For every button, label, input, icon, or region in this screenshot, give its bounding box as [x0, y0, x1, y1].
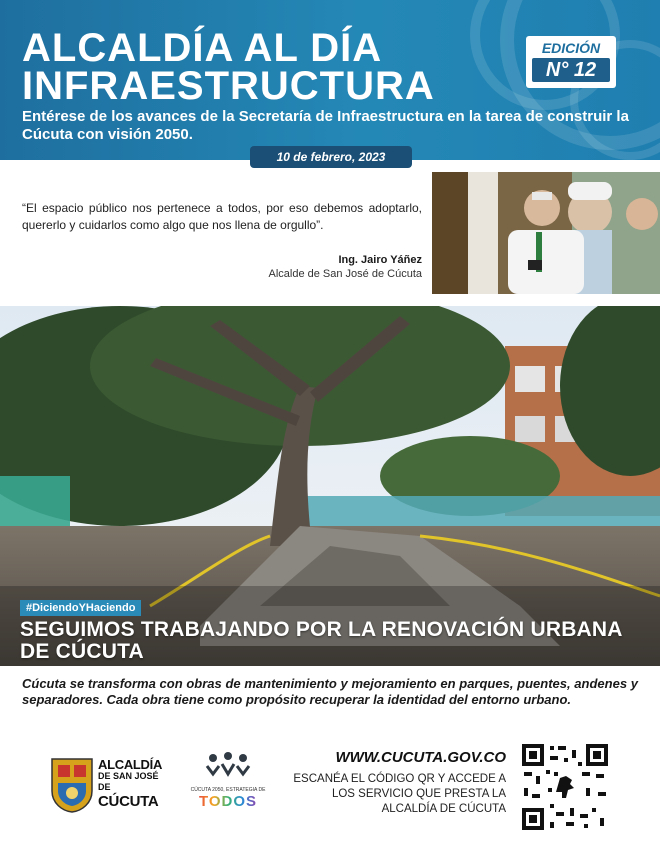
quote-role: Alcalde de San José de Cúcuta — [268, 268, 422, 280]
edition-number: N° 12 — [532, 58, 610, 82]
todos-word — [190, 793, 266, 810]
todos-word-text: TODOS — [198, 793, 258, 810]
title-line-1: ALCALDÍA AL DÍA — [22, 26, 383, 70]
date-badge: 10 de febrero, 2023 — [250, 146, 412, 168]
subtitle: Entérese de los avances de la Secretaría de Infraestructura en la tarea de construir la Cúcuta con visión 2050. — [22, 108, 629, 143]
todos-logo — [190, 752, 266, 822]
mayor-photo-icon — [432, 172, 660, 294]
alcaldia-logo — [98, 758, 168, 810]
edition-label: EDICIÓN — [541, 40, 601, 56]
edition-badge — [526, 36, 616, 88]
mayor-quote: “El espacio público nos pertenece a todos, por eso debemos adoptarlo, quererlo y cuidarlos como algo que nos llena de orgullo”. — [22, 201, 422, 232]
alcaldia-logo-line3: CÚCUTA — [98, 793, 159, 810]
mayor-photo — [432, 172, 660, 294]
qr-code-icon — [520, 742, 610, 832]
alcaldia-logo-line2: DE SAN JOSÉ DE — [98, 771, 159, 792]
header-banner — [0, 0, 660, 160]
todos-figures-icon — [205, 752, 251, 780]
quote-author: Ing. Jairo Yáñez — [338, 254, 422, 266]
qr-code[interactable] — [520, 742, 610, 832]
qr-instructions: ESCANÉA EL CÓDIGO QR Y ACCEDE A LOS SERVICIO QUE PRESTA LA ALCALDÍA DE CÚCUTA — [293, 773, 506, 815]
feature-headline: SEGUIMOS TRABAJANDO POR LA RENOVACIÓN URBANA DE CÚCUTA — [20, 618, 622, 663]
website-url[interactable]: WWW.CUCUTA.GOV.CO — [335, 749, 506, 766]
feature-summary: Cúcuta se transforma con obras de mantenimiento y mejoramiento en parques, puentes, andenes y separadores. Cada obra tiene como propósito recuperar la identidad del entorno urbano. — [22, 676, 638, 707]
todos-caption: CÚCUTA 2050, ESTRATEGIA DE — [190, 787, 266, 793]
city-shield-icon — [50, 757, 94, 813]
alcaldia-logo-line1: ALCALDÍA — [98, 757, 163, 772]
city-shield-logo — [50, 757, 94, 813]
title-line-2: INFRAESTRUCTURA — [22, 64, 435, 108]
hashtag-label: #DiciendoYHaciendo — [20, 600, 141, 616]
